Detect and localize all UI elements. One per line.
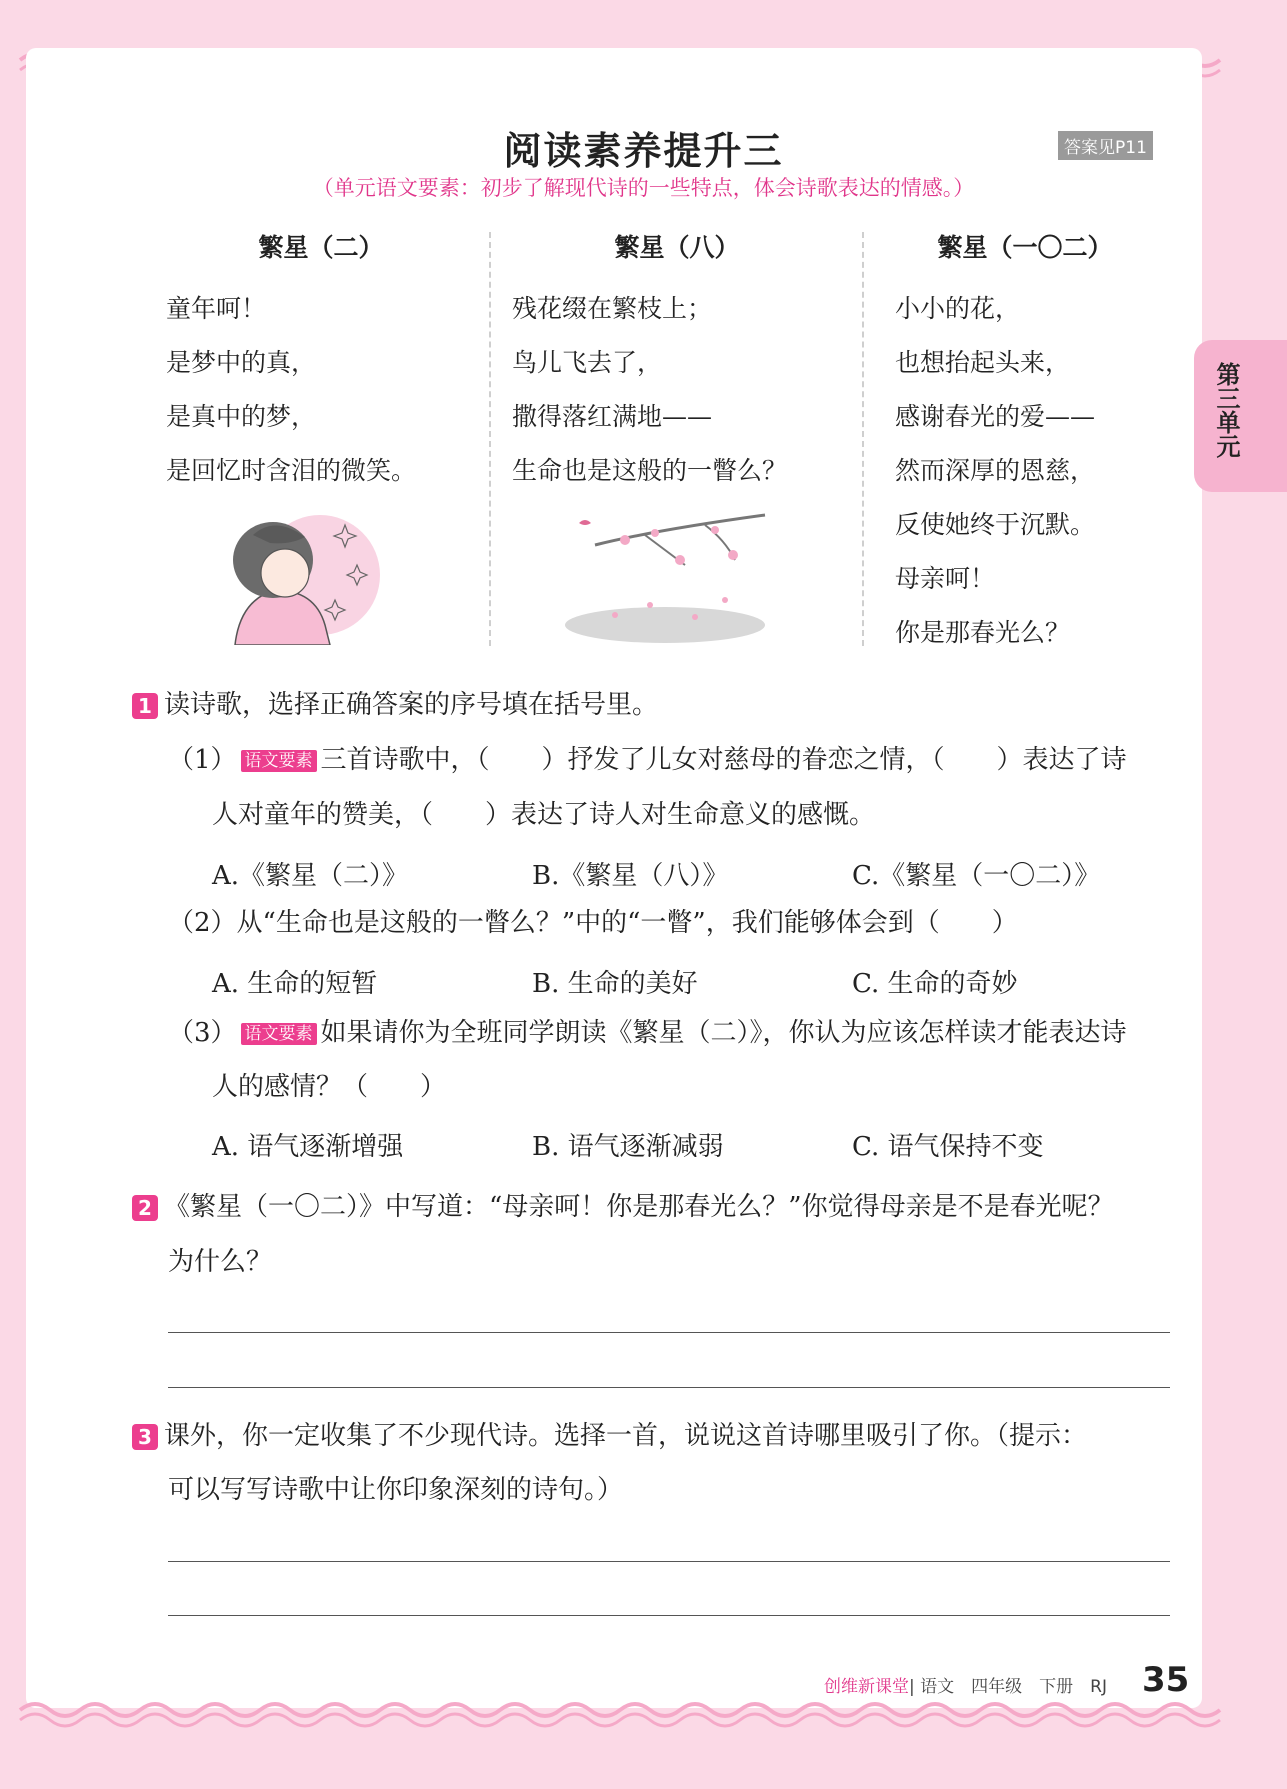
poem-line: 小小的花， <box>895 294 1021 323</box>
answer-line[interactable] <box>168 1332 1170 1333</box>
branch-blossom-illustration <box>555 505 770 645</box>
poem-line: 母亲呵！ <box>895 564 996 593</box>
question-number-badge: 2 <box>132 1195 158 1221</box>
column-divider <box>489 232 491 646</box>
footer-subject: | 语文 四年级 下册 RJ <box>909 1677 1107 1697</box>
poem-line: 鸟儿飞去了， <box>512 348 663 377</box>
poem-column-2 <box>512 228 842 498</box>
chinese-element-badge: 语文要素 <box>241 750 317 772</box>
poem-line: 是梦中的真， <box>166 348 317 377</box>
option-c: C.《繁星（一〇二）》 <box>852 861 1101 891</box>
question-3-line-1 <box>132 1421 1087 1451</box>
question-text: 三首诗歌中，（ ）抒发了儿女对慈母的眷恋之情，（ ）表达了诗 <box>320 745 1127 775</box>
poem-line: 感谢春光的爱—— <box>895 402 1096 431</box>
answer-reference-badge: 答案见P11 <box>1058 131 1153 160</box>
page-number: 35 <box>1142 1660 1190 1700</box>
question-1-stem <box>132 690 658 720</box>
question-1-part-1-line-1 <box>168 745 1127 775</box>
page-title: 阅读素养提升三 <box>503 129 784 173</box>
option-a: A. 生命的短暂 <box>212 969 378 999</box>
poem-column-1 <box>166 228 476 498</box>
question-number-badge: 3 <box>132 1424 158 1450</box>
poem-column-3 <box>895 228 1155 660</box>
poem-line: 残花缀在繁枝上； <box>512 294 713 323</box>
option-c: C. 生命的奇妙 <box>852 969 1018 999</box>
unit-requirement-subtitle: （单元语文要素：初步了解现代诗的一些特点，体会诗歌表达的情感。） <box>312 176 975 200</box>
part-label: （3） <box>168 1018 237 1048</box>
poem-line: 也想抬起头来， <box>895 348 1071 377</box>
question-2-line-1 <box>132 1192 1114 1222</box>
poem-line: 你是那春光么？ <box>895 618 1071 647</box>
poem-title: 繁星（八） <box>614 233 740 262</box>
question-text: 课外，你一定收集了不少现代诗。选择一首，说说这首诗哪里吸引了你。（提示： <box>164 1421 1088 1451</box>
poem-line: 生命也是这般的一瞥么？ <box>512 456 788 485</box>
option-b: B. 生命的美好 <box>532 969 698 999</box>
question-1-part-2: （2）从“生命也是这般的一瞥么？”中的“一瞥”，我们能够体会到（ ） <box>168 908 1018 938</box>
option-c: C. 语气保持不变 <box>852 1132 1044 1162</box>
question-text: 如果请你为全班同学朗读《繁星（二）》，你认为应该怎样读才能表达诗 <box>320 1018 1127 1048</box>
option-b: B. 语气逐渐减弱 <box>532 1132 724 1162</box>
answer-line[interactable] <box>168 1561 1170 1562</box>
option-b: B.《繁星（八）》 <box>532 861 729 891</box>
poem-line: 然而深厚的恩慈， <box>895 456 1096 485</box>
question-2-line-2: 为什么？ <box>168 1247 273 1277</box>
poem-line: 童年呵！ <box>166 294 267 323</box>
question-1-part-3-line-1 <box>168 1018 1127 1048</box>
option-a: A.《繁星（二）》 <box>212 861 409 891</box>
option-a: A. 语气逐渐增强 <box>212 1132 404 1162</box>
wavy-border-bottom <box>0 1690 1287 1750</box>
chinese-element-badge: 语文要素 <box>241 1023 317 1045</box>
question-1-part-1-line-2: 人对童年的赞美，（ ）表达了诗人对生命意义的感慨。 <box>212 800 876 830</box>
question-text: 《繁星（一〇二）》中写道：“母亲呵！你是那春光么？”你觉得母亲是不是春光呢？ <box>164 1192 1114 1222</box>
poem-line: 是回忆时含泪的微笑。 <box>166 456 417 485</box>
poem-line: 撒得落红满地—— <box>512 402 713 431</box>
unit-side-tab-label: 第三单元 <box>1212 362 1240 458</box>
footer-book-info <box>824 1672 1107 1697</box>
poem-title: 繁星（一〇二） <box>937 233 1113 262</box>
question-1-part-3-line-2: 人的感情？（ ） <box>212 1072 447 1102</box>
child-illustration <box>205 505 380 645</box>
poem-line: 反使她终于沉默。 <box>895 510 1096 539</box>
poem-title: 繁星（二） <box>258 233 384 262</box>
question-3-line-2: 可以写写诗歌中让你印象深刻的诗句。） <box>168 1475 624 1505</box>
answer-line[interactable] <box>168 1615 1170 1616</box>
answer-line[interactable] <box>168 1387 1170 1388</box>
question-number-badge: 1 <box>132 693 158 719</box>
part-label: （1） <box>168 745 237 775</box>
question-text: 读诗歌，选择正确答案的序号填在括号里。 <box>164 690 659 720</box>
column-divider <box>862 232 864 646</box>
poem-line: 是真中的梦， <box>166 402 317 431</box>
footer-brand: 创维新课堂 <box>824 1677 909 1697</box>
